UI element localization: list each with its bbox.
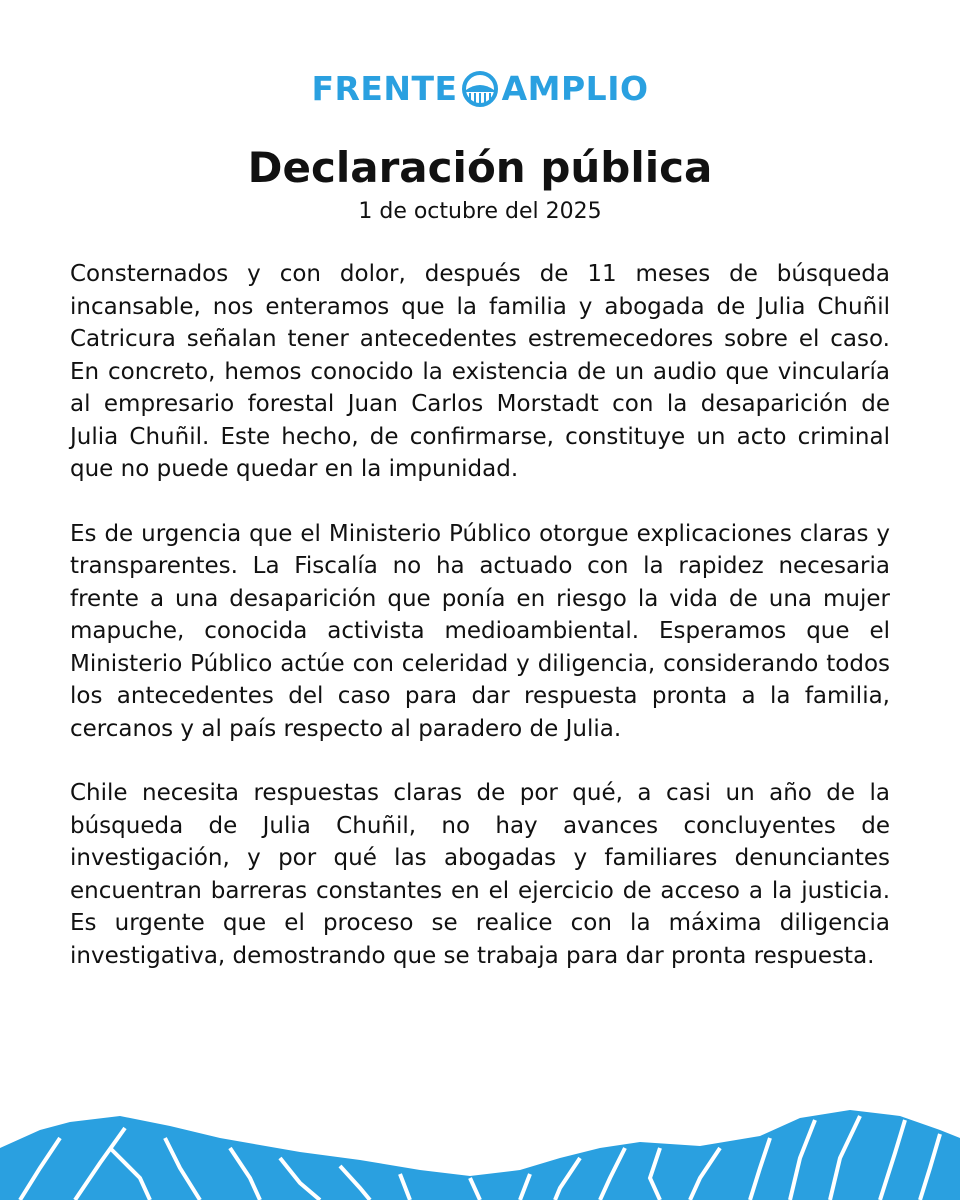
paragraph-1: Consternados y con dolor, después de 11 meses de búsqueda incansable, nos enteramos que la familia y abogada de Julia Chuñil Catricura señalan tener antecedentes estremecedores sobre el caso. En concreto, hemos conocido la existencia de un audio que vincularía al empresario forestal Juan Carlos Morstadt con la desaparición de Julia Chuñil. Este hecho, de confirmarse, constituye un acto criminal que no puede quedar en la impunidad. xyxy=(70,261,890,482)
logo-word-frente: FRENTE xyxy=(311,69,458,108)
sun-mountain-emblem-icon xyxy=(460,69,500,109)
paragraph-2: Es de urgencia que el Ministerio Público otorgue explicaciones claras y transparentes. La Fiscalía no ha actuado con la rapidez necesaria frente a una desaparición que ponía en riesgo la vida de una mujer mapuche, conocida activista medioambiental. Esperamos que el Ministerio Público actúe con celeridad y diligencia, considerando todos los antecedentes del caso para dar respuesta pronta a la familia, cercanos y al país respecto al paradero de Julia. xyxy=(70,520,890,742)
frente-amplio-logo xyxy=(0,66,960,112)
page-title: Declaración pública xyxy=(247,143,713,192)
mountain-decoration xyxy=(0,1108,960,1200)
logo-word-amplio: AMPLIO xyxy=(501,69,649,108)
statement-date: 1 de octubre del 2025 xyxy=(358,199,602,224)
statement-body xyxy=(70,258,890,1004)
paragraph-3: Chile necesita respuestas claras de por qué, a casi un año de la búsqueda de Julia Chuñil, no hay avances concluyentes de investigación, y por qué las abogadas y familiares denunciantes encuentran barreras constantes en el ejercicio de acceso a la justicia. Es urgente que el proceso se realice con la máxima diligencia investigativa, demostrando que se trabaja para dar pronta respuesta. xyxy=(70,780,890,969)
